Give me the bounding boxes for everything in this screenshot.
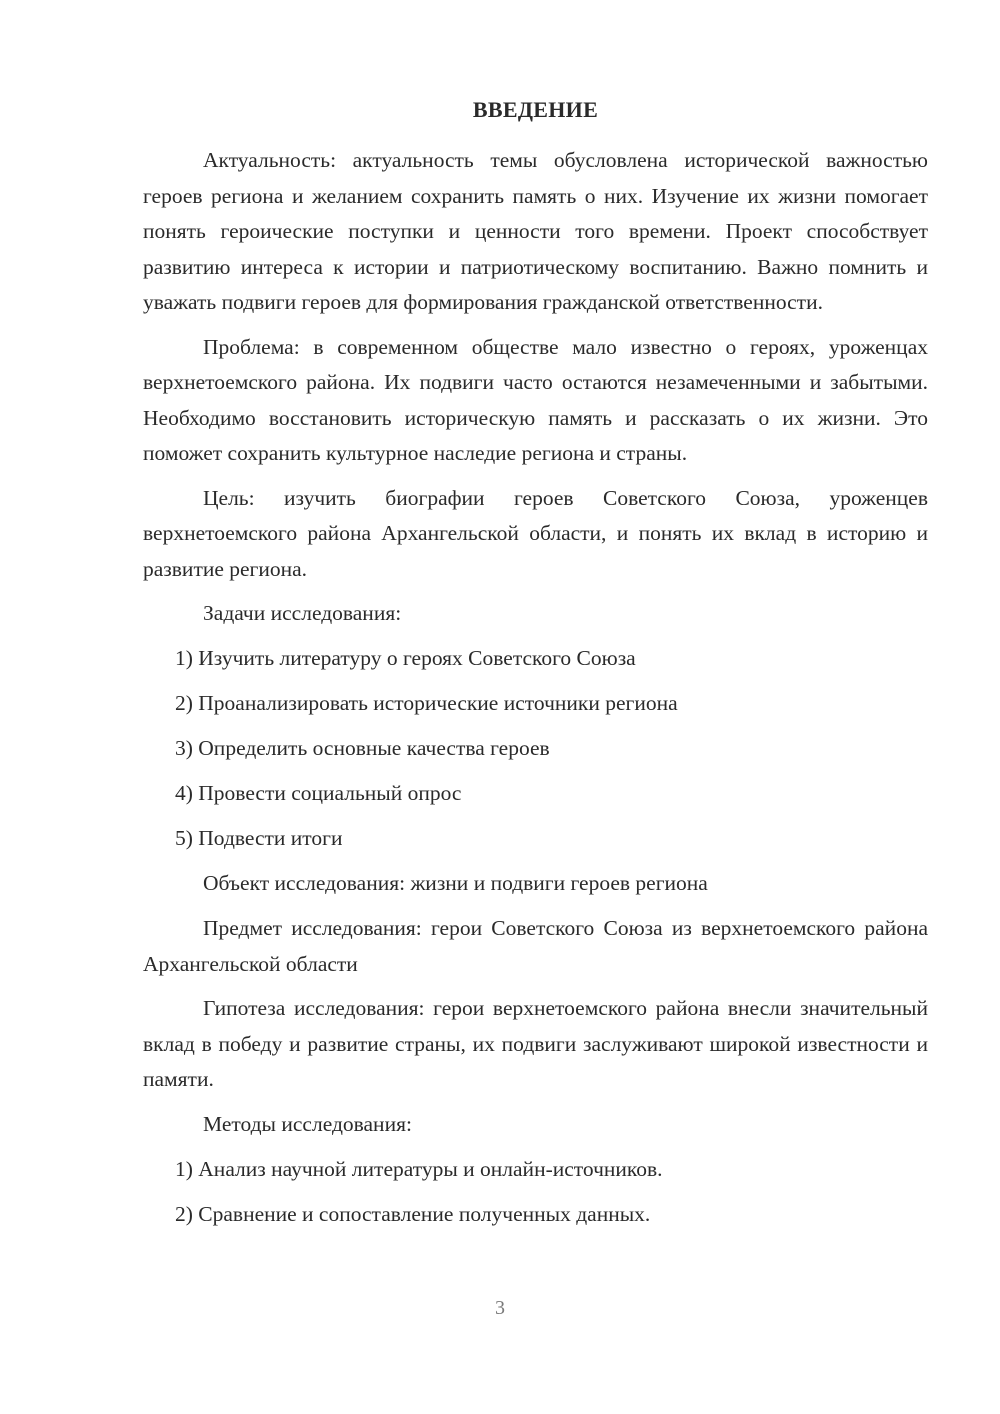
research-hypothesis: Гипотеза исследования: герои верхнетоемского района внесли значительный вклад в победу и развитие страны, их подвиги заслуживают широкой известности и памяти. [143,996,928,1091]
method-item-2: 2) Сравнение и сопоставление полученных данных. [175,1201,651,1226]
tasks-label: Задачи исследования: [203,601,402,625]
method-item-1: 1) Анализ научной литературы и онлайн-источников. [175,1156,663,1181]
methods-label: Методы исследования: [203,1111,412,1136]
task-item-3: 3) Определить основные качества героев [175,736,550,760]
goal-paragraph: Цель: изучить биографии героев Советского Союза, уроженцев верхнетоемского района Архангельской области, и понять их вклад в историю и развитие региона. [143,485,928,581]
page-number: 3 [495,1297,505,1319]
document-title: ВВЕДЕНИЕ [472,97,599,122]
task-item-2: 2) Проанализировать исторические источники региона [175,691,678,715]
research-subject: Предмет исследования: герои Советского Союза из верхнетоемского района Архангельской области [143,916,928,976]
task-item-5: 5) Подвести итоги [175,826,343,850]
document-page [143,95,928,1242]
task-item-4: 4) Провести социальный опрос [175,781,462,805]
task-item-1: 1) Изучить литературу о героях Советского Союза [175,646,636,670]
problem-paragraph: Проблема: в современном обществе мало известно о героях, уроженцах верхнетоемского района. Их подвиги часто остаются незамеченными и забытыми. Необходимо восстановить историческую память и рассказать о их жизни. Это поможет сохранить культурное наследие региона и страны. [143,334,928,465]
research-object: Объект исследования: жизни и подвиги героев региона [203,871,708,895]
relevance-paragraph: Актуальность: актуальность темы обусловлена исторической важностью героев региона и желанием сохранить память о них. Изучение их жизни помогает понять героические поступки и ценности того времени. Проект способствует развитию интереса к истории и патриотическому воспитанию. Важно помнить и уважать подвиги героев для формирования гражданской ответственности. [143,148,928,314]
